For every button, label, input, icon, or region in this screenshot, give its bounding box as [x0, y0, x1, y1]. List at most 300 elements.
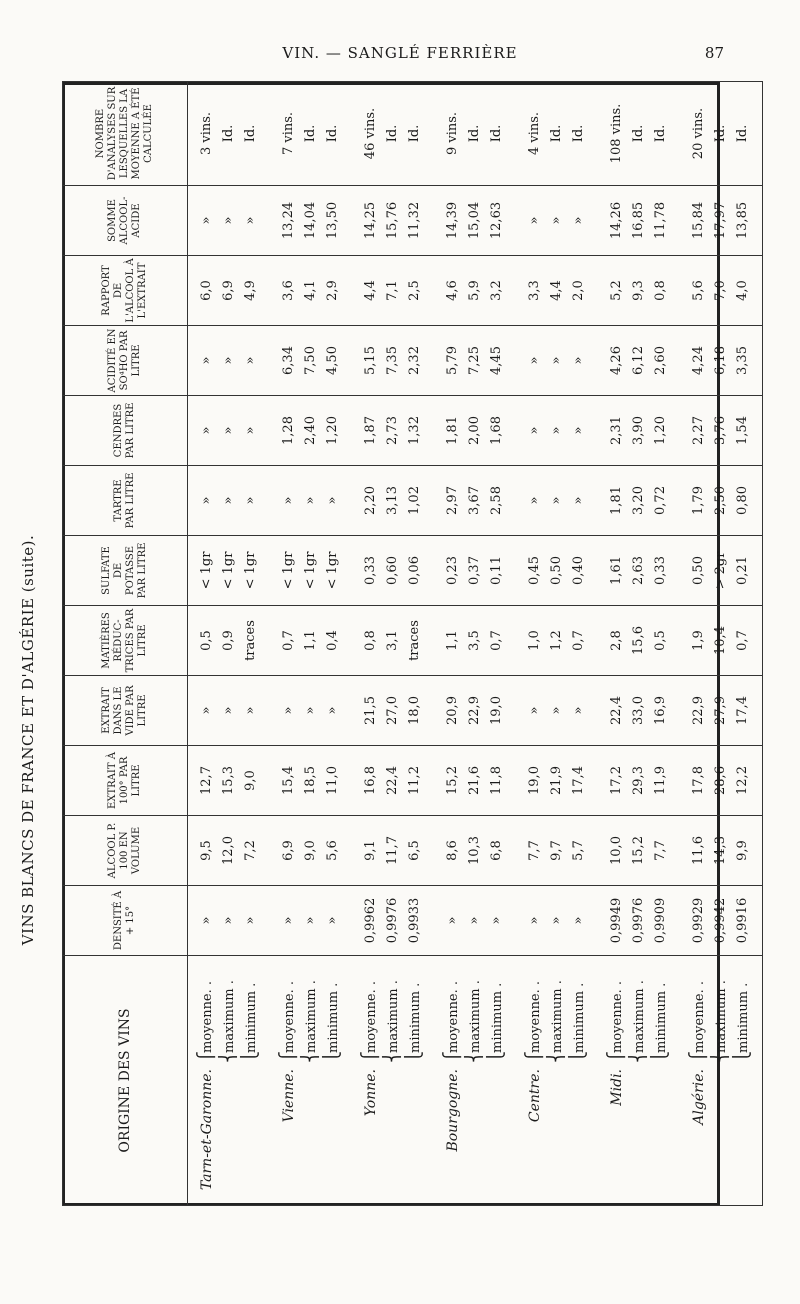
value-cell: »: [516, 396, 546, 466]
value-cell: 10,0: [598, 816, 628, 886]
value-cell: 0,9929: [680, 886, 710, 956]
brace-glyph: ⎨: [300, 1051, 319, 1063]
region-name: Tarn-et-Garonne.: [199, 1069, 215, 1191]
column-header-8: CENDRES PAR LITRE: [63, 396, 188, 466]
value-cell: 0,9949: [598, 886, 628, 956]
value-cell: »: [546, 466, 568, 536]
brace-glyph: ⎧: [360, 1051, 379, 1063]
column-header-3: EXTRAIT À 100° PAR LITRE: [63, 746, 188, 816]
origin-cell: [188, 956, 219, 1206]
value-cell: »: [188, 466, 219, 536]
value-cell: 4,0: [732, 256, 763, 326]
value-cell: 12,2: [732, 746, 763, 816]
value-cell: 6,9: [218, 256, 240, 326]
value-cell: 12,0: [218, 816, 240, 886]
value-cell: »: [270, 886, 300, 956]
value-cell: 2,60: [650, 326, 680, 396]
value-cell: Id.: [322, 82, 352, 186]
value-cell: 9,1: [352, 816, 382, 886]
value-cell: 1,81: [598, 466, 628, 536]
value-cell: 22,4: [382, 746, 404, 816]
value-cell: »: [546, 396, 568, 466]
table-row: [218, 82, 240, 1206]
value-cell: 1,20: [322, 396, 352, 466]
value-cell: 11,2: [404, 746, 434, 816]
value-cell: Id.: [628, 82, 650, 186]
value-cell: 19,0: [486, 676, 516, 746]
value-cell: 1,79: [680, 466, 710, 536]
value-cell: 12,7: [188, 746, 219, 816]
value-cell: 3,6: [270, 256, 300, 326]
table-body: [188, 82, 763, 1206]
header-title: VIN. — SANGLÉ FERRIÈRE: [282, 44, 518, 62]
value-cell: »: [516, 186, 546, 256]
value-cell: 0,40: [568, 536, 598, 606]
region-name: Midi.: [609, 1069, 625, 1106]
value-cell: 0,37: [464, 536, 486, 606]
running-header: [0, 40, 800, 70]
value-cell: 6,9: [270, 816, 300, 886]
value-cell: > 2gr: [710, 536, 732, 606]
value-cell: 4,50: [322, 326, 352, 396]
value-cell: Id.: [240, 82, 270, 186]
value-cell: 15,6: [628, 606, 650, 676]
value-cell: 11,78: [650, 186, 680, 256]
value-cell: 1,81: [434, 396, 464, 466]
origin-cell: [322, 956, 352, 1206]
value-cell: »: [218, 886, 240, 956]
value-cell: 0,9942: [710, 886, 732, 956]
value-cell: »: [546, 186, 568, 256]
stat-label: moyenne. .: [610, 980, 625, 1053]
value-cell: 11,7: [382, 816, 404, 886]
origin-cell: [568, 956, 598, 1206]
value-cell: 0,9909: [650, 886, 680, 956]
origin-cell: [732, 956, 763, 1206]
value-cell: 1,87: [352, 396, 382, 466]
region-name: Vienne.: [281, 1069, 297, 1123]
value-cell: »: [568, 326, 598, 396]
value-cell: 9,3: [628, 256, 650, 326]
value-cell: 15,3: [218, 746, 240, 816]
value-cell: 19,0: [516, 746, 546, 816]
value-cell: »: [546, 326, 568, 396]
value-cell: 0,7: [270, 606, 300, 676]
brace-glyph: ⎧: [688, 1051, 707, 1063]
table-row: [434, 82, 464, 1206]
value-cell: 11,9: [650, 746, 680, 816]
table-row: [300, 82, 322, 1206]
value-cell: 15,76: [382, 186, 404, 256]
value-cell: 0,9976: [628, 886, 650, 956]
table-row: [546, 82, 568, 1206]
table-row: [464, 82, 486, 1206]
column-header-5: MATIÈRES RÉDUC- TRICES PAR LITRE: [63, 606, 188, 676]
column-header-1: DENSITÉ À + 15°: [63, 886, 188, 956]
value-cell: 3,3: [516, 256, 546, 326]
value-cell: 6,0: [188, 256, 219, 326]
value-cell: 3,90: [628, 396, 650, 466]
value-cell: 0,5: [188, 606, 219, 676]
value-cell: 1,02: [404, 466, 434, 536]
value-cell: 9,5: [188, 816, 219, 886]
brace-glyph: ⎧: [442, 1051, 461, 1063]
stat-label: minimum .: [572, 982, 587, 1053]
stat-label: maximum .: [304, 980, 319, 1053]
stat-label: maximum .: [468, 980, 483, 1053]
value-cell: 0,06: [404, 536, 434, 606]
brace-glyph: ⎨: [218, 1051, 237, 1063]
value-cell: »: [300, 466, 322, 536]
value-cell: 9,0: [300, 816, 322, 886]
value-cell: 27,9: [710, 676, 732, 746]
value-cell: 0,9933: [404, 886, 434, 956]
value-cell: 17,2: [598, 746, 628, 816]
value-cell: »: [464, 886, 486, 956]
value-cell: 1,61: [598, 536, 628, 606]
value-cell: »: [322, 466, 352, 536]
column-header-12: NOMBRE D'ANALYSES SUR LESQUELLES LA MOYENNE A ÉTÉ CALCULÉE: [63, 82, 188, 186]
column-header-4: EXTRAIT DANS LE VIDE PAR LITRE: [63, 676, 188, 746]
value-cell: 0,72: [650, 466, 680, 536]
value-cell: 1,1: [434, 606, 464, 676]
value-cell: »: [240, 466, 270, 536]
origin-cell: [270, 956, 300, 1206]
value-cell: 27,0: [382, 676, 404, 746]
value-cell: 2,31: [598, 396, 628, 466]
brace-glyph: ⎧: [606, 1051, 625, 1063]
value-cell: 2,0: [568, 256, 598, 326]
value-cell: 28,6: [710, 746, 732, 816]
value-cell: 0,5: [650, 606, 680, 676]
value-cell: »: [240, 886, 270, 956]
value-cell: 4,26: [598, 326, 628, 396]
value-cell: 5,7: [568, 816, 598, 886]
value-cell: 0,21: [732, 536, 763, 606]
value-cell: 1,1: [300, 606, 322, 676]
value-cell: 0,9976: [382, 886, 404, 956]
value-cell: 2,32: [404, 326, 434, 396]
brace-glyph: ⎩: [404, 1051, 423, 1063]
value-cell: »: [322, 676, 352, 746]
value-cell: 20,9: [434, 676, 464, 746]
value-cell: 7,35: [382, 326, 404, 396]
stat-label: moyenne. .: [692, 980, 707, 1053]
value-cell: 5,79: [434, 326, 464, 396]
stat-label: minimum .: [244, 982, 259, 1053]
table-row: [710, 82, 732, 1206]
page-number: 87: [704, 44, 724, 62]
value-cell: »: [188, 186, 219, 256]
value-cell: 9,9: [732, 816, 763, 886]
table-row: [188, 82, 219, 1206]
brace-glyph: ⎨: [546, 1051, 565, 1063]
table-row: [568, 82, 598, 1206]
value-cell: < 1gr: [270, 536, 300, 606]
brace-glyph: ⎨: [628, 1051, 647, 1063]
value-cell: »: [546, 676, 568, 746]
value-cell: 5,6: [322, 816, 352, 886]
value-cell: 20 vins.: [680, 82, 710, 186]
brace-glyph: ⎩: [240, 1051, 259, 1063]
stat-label: minimum .: [490, 982, 505, 1053]
value-cell: 8,6: [434, 816, 464, 886]
value-cell: 4,6: [434, 256, 464, 326]
stat-label: moyenne. .: [528, 980, 543, 1053]
value-cell: 5,2: [598, 256, 628, 326]
value-cell: 21,6: [464, 746, 486, 816]
column-header-7: TARTRE PAR LITRE: [63, 466, 188, 536]
origin-cell: [464, 956, 486, 1206]
value-cell: < 1gr: [218, 536, 240, 606]
table-row: [732, 82, 763, 1206]
value-cell: 2,00: [464, 396, 486, 466]
table-row: [382, 82, 404, 1206]
value-cell: Id.: [300, 82, 322, 186]
value-cell: »: [300, 886, 322, 956]
value-cell: 1,54: [732, 396, 763, 466]
value-cell: 2,20: [352, 466, 382, 536]
table-row: [404, 82, 434, 1206]
value-cell: 5,15: [352, 326, 382, 396]
value-cell: »: [568, 186, 598, 256]
value-cell: Id.: [486, 82, 516, 186]
value-cell: 3,35: [732, 326, 763, 396]
value-cell: 17,4: [732, 676, 763, 746]
value-cell: »: [240, 676, 270, 746]
value-cell: »: [568, 676, 598, 746]
value-cell: 7 vins.: [270, 82, 300, 186]
value-cell: 13,24: [270, 186, 300, 256]
value-cell: 0,33: [650, 536, 680, 606]
column-header-9: ACIDITÉ EN SO⁴HO PAR LITRE: [63, 326, 188, 396]
value-cell: Id.: [650, 82, 680, 186]
brace-glyph: ⎩: [568, 1051, 587, 1063]
value-cell: 11,0: [322, 746, 352, 816]
value-cell: 2,9: [322, 256, 352, 326]
value-cell: 2,40: [300, 396, 322, 466]
value-cell: »: [300, 676, 322, 746]
stat-label: minimum .: [408, 982, 423, 1053]
value-cell: 21,9: [546, 746, 568, 816]
value-cell: 13,85: [732, 186, 763, 256]
table-row: [322, 82, 352, 1206]
value-cell: 17,8: [680, 746, 710, 816]
stat-label: moyenne. .: [200, 980, 215, 1053]
value-cell: 2,73: [382, 396, 404, 466]
value-cell: 0,80: [732, 466, 763, 536]
stat-label: minimum .: [326, 982, 341, 1053]
value-cell: 6,5: [404, 816, 434, 886]
value-cell: 0,33: [352, 536, 382, 606]
value-cell: Id.: [710, 82, 732, 186]
value-cell: 9,0: [240, 746, 270, 816]
value-cell: 6,18: [710, 326, 732, 396]
wine-analysis-table: [62, 81, 763, 1206]
value-cell: 0,4: [322, 606, 352, 676]
value-cell: 7,50: [300, 326, 322, 396]
value-cell: 1,0: [516, 606, 546, 676]
value-cell: 0,8: [650, 256, 680, 326]
value-cell: 2,63: [628, 536, 650, 606]
value-cell: »: [322, 886, 352, 956]
origin-cell: [598, 956, 628, 1206]
brace-glyph: ⎨: [464, 1051, 483, 1063]
value-cell: 16,8: [352, 746, 382, 816]
table-row: [680, 82, 710, 1206]
value-cell: »: [546, 886, 568, 956]
value-cell: »: [486, 886, 516, 956]
region-name: Algérie.: [691, 1069, 707, 1125]
value-cell: 0,8: [352, 606, 382, 676]
origin-cell: [434, 956, 464, 1206]
value-cell: 15,2: [434, 746, 464, 816]
value-cell: 1,20: [650, 396, 680, 466]
value-cell: »: [188, 886, 219, 956]
value-cell: 0,50: [680, 536, 710, 606]
value-cell: 9,7: [546, 816, 568, 886]
value-cell: »: [516, 326, 546, 396]
value-cell: 14,39: [434, 186, 464, 256]
region-name: Centre.: [527, 1069, 543, 1123]
value-cell: 1,32: [404, 396, 434, 466]
value-cell: 15,04: [464, 186, 486, 256]
value-cell: 2,50: [710, 466, 732, 536]
value-cell: 11,6: [680, 816, 710, 886]
value-cell: »: [568, 466, 598, 536]
value-cell: 0,45: [516, 536, 546, 606]
value-cell: Id.: [568, 82, 598, 186]
value-cell: 22,4: [598, 676, 628, 746]
value-cell: 5,6: [680, 256, 710, 326]
region-name: Yonne.: [363, 1069, 379, 1117]
value-cell: 11,32: [404, 186, 434, 256]
table-row: [486, 82, 516, 1206]
column-header-2: ALCOOL P. 100 EN VOLUME: [63, 816, 188, 886]
table-row: [598, 82, 628, 1206]
table-row: [516, 82, 546, 1206]
value-cell: 15,84: [680, 186, 710, 256]
brace-glyph: ⎩: [322, 1051, 341, 1063]
stat-label: maximum .: [632, 980, 647, 1053]
stat-label: minimum .: [654, 982, 669, 1053]
value-cell: 18,5: [300, 746, 322, 816]
value-cell: 4,4: [546, 256, 568, 326]
value-cell: Id.: [218, 82, 240, 186]
stat-label: moyenne. .: [282, 980, 297, 1053]
value-cell: 108 vins.: [598, 82, 628, 186]
origin-cell: [628, 956, 650, 1206]
value-cell: »: [516, 886, 546, 956]
value-cell: 0,60: [382, 536, 404, 606]
value-cell: »: [240, 396, 270, 466]
stat-label: maximum .: [714, 980, 729, 1053]
value-cell: 6,34: [270, 326, 300, 396]
value-cell: 7,1: [382, 256, 404, 326]
value-cell: traces: [404, 606, 434, 676]
column-header-11: SOMME ALCOOL- ACIDE: [63, 186, 188, 256]
value-cell: 1,28: [270, 396, 300, 466]
value-cell: 7,7: [650, 816, 680, 886]
column-header-0: ORIGINE DES VINS: [63, 956, 188, 1206]
value-cell: »: [218, 396, 240, 466]
table-row: [628, 82, 650, 1206]
value-cell: 1,9: [680, 606, 710, 676]
value-cell: < 1gr: [322, 536, 352, 606]
value-cell: 0,9: [218, 606, 240, 676]
value-cell: 7,0: [710, 256, 732, 326]
value-cell: 3,20: [628, 466, 650, 536]
value-cell: 18,0: [404, 676, 434, 746]
value-cell: »: [188, 326, 219, 396]
brace-glyph: ⎩: [732, 1051, 751, 1063]
brace-glyph: ⎧: [524, 1051, 543, 1063]
value-cell: 17,4: [568, 746, 598, 816]
table-row: [352, 82, 382, 1206]
value-cell: 3,13: [382, 466, 404, 536]
value-cell: 0,9916: [732, 886, 763, 956]
value-cell: 0,7: [732, 606, 763, 676]
value-cell: 7,2: [240, 816, 270, 886]
value-cell: 0,50: [546, 536, 568, 606]
value-cell: Id.: [404, 82, 434, 186]
value-cell: 1,68: [486, 396, 516, 466]
value-cell: »: [270, 676, 300, 746]
value-cell: 7,7: [516, 816, 546, 886]
value-cell: 15,4: [270, 746, 300, 816]
value-cell: 6,12: [628, 326, 650, 396]
value-cell: 29,3: [628, 746, 650, 816]
value-cell: 11,8: [486, 746, 516, 816]
value-cell: Id.: [382, 82, 404, 186]
brace-glyph: ⎩: [486, 1051, 505, 1063]
table-header-row: [63, 82, 188, 1206]
value-cell: < 1gr: [188, 536, 219, 606]
value-cell: 6,8: [486, 816, 516, 886]
table-row: [240, 82, 270, 1206]
value-cell: 2,58: [486, 466, 516, 536]
value-cell: 13,50: [322, 186, 352, 256]
origin-cell: [546, 956, 568, 1206]
value-cell: 3,67: [464, 466, 486, 536]
value-cell: »: [240, 186, 270, 256]
value-cell: 9 vins.: [434, 82, 464, 186]
rotated-table-wrapper: [62, 82, 751, 1206]
value-cell: 3,2: [486, 256, 516, 326]
value-cell: »: [188, 396, 219, 466]
origin-cell: [486, 956, 516, 1206]
column-header-10: RAPPORT DE L'ALCOOL À L'EXTRAIT: [63, 256, 188, 326]
origin-cell: [382, 956, 404, 1206]
brace-glyph: ⎩: [650, 1051, 669, 1063]
value-cell: 4,9: [240, 256, 270, 326]
table-row: [270, 82, 300, 1206]
origin-cell: [404, 956, 434, 1206]
table-row: [650, 82, 680, 1206]
value-cell: 0,9962: [352, 886, 382, 956]
brace-glyph: ⎨: [382, 1051, 401, 1063]
value-cell: 14,25: [352, 186, 382, 256]
stat-label: maximum .: [222, 980, 237, 1053]
brace-glyph: ⎧: [196, 1051, 215, 1063]
value-cell: 7,25: [464, 326, 486, 396]
value-cell: »: [270, 466, 300, 536]
value-cell: 2,27: [680, 396, 710, 466]
value-cell: 0,7: [486, 606, 516, 676]
value-cell: Id.: [546, 82, 568, 186]
value-cell: 4,4: [352, 256, 382, 326]
value-cell: 4,1: [300, 256, 322, 326]
